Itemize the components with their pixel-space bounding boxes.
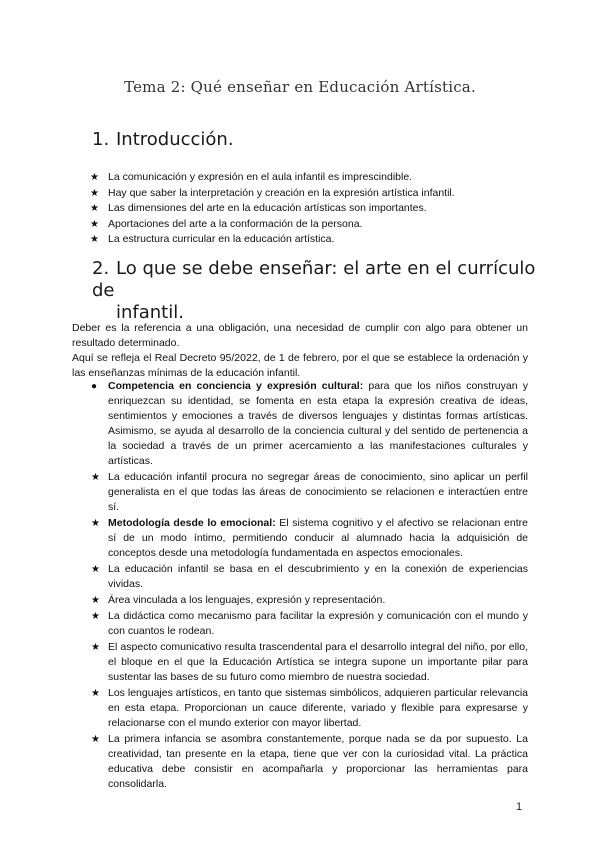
list-item: [90, 609, 528, 639]
star-bullet-icon: ★: [90, 203, 99, 214]
list-item: [90, 170, 530, 186]
list-item: [90, 686, 528, 731]
paragraph-real-decreto: Aquí se refleja el Real Decreto 95/2022, de 1 de febrero, por el que se establece la ordenación y las enseñanzas mínimas de la educación infantil.: [72, 352, 528, 379]
star-bullet-icon: ★: [90, 234, 99, 245]
list-item-text: La educación infantil procura no segregar áreas de conocimiento, sino aplicar un perfil generalista en el que todas las áreas de conocimiento se relacionen e interactúen entre sí.: [108, 471, 528, 513]
document-title: Tema 2: Qué enseñar en Educación Artística.: [124, 78, 476, 96]
list-item: [90, 217, 530, 233]
star-bullet-icon: ★: [90, 187, 99, 199]
list-item-text: La comunicación y expresión en el aula infantil es imprescindible.: [108, 171, 413, 183]
star-bullet-icon: ★: [91, 642, 100, 653]
section-1-heading: [92, 129, 234, 151]
section-1-number: 1.: [92, 129, 110, 150]
list-item: [90, 232, 530, 248]
star-bullet-icon: ★: [90, 172, 99, 183]
list-item-text: La didáctica como mecanismo para facilitar la expresión y comunicación con el mundo y con cuantos le rodean.: [108, 610, 528, 637]
section-1-title: Introducción.: [116, 129, 234, 150]
list-item-text: Área vinculada a los lenguajes, expresión y representación.: [108, 594, 386, 606]
section-2-title-line-1: Lo que se debe enseñar: el arte en el currículo de: [92, 258, 536, 301]
list-item: [90, 640, 528, 685]
list-item: [90, 593, 528, 608]
star-bullet-icon: ★: [91, 472, 100, 483]
list-item-bold: Competencia en conciencia y expresión cultural:: [108, 380, 364, 392]
star-bullet-icon: ★: [91, 518, 100, 529]
list-item: [90, 186, 530, 202]
list-item-text: La estructura curricular en la educación artística.: [108, 233, 335, 245]
section-2-number: 2.: [92, 258, 110, 279]
list-item-text: La educación infantil se basa en el descubrimiento y en la conexión de experiencias vividas.: [108, 563, 528, 590]
list-item-text: Hay que saber la interpretación y creación en la expresión artística infantil.: [108, 186, 455, 199]
star-bullet-icon: ★: [91, 688, 100, 699]
list-item-text: El aspecto comunicativo resulta trascendental para el desarrollo integral del niño, por ello, el bloque en el que la Educación Artística se integra supone un importante pilar para sustentar las bases de su futuro como miembro de nuestra sociedad.: [108, 641, 528, 683]
list-item-text: Aportaciones del arte a la conformación de la persona.: [108, 217, 363, 230]
list-item: [90, 516, 528, 561]
list-item: [90, 562, 528, 592]
list-item: [90, 732, 528, 792]
list-item-text: El sistema cognitivo y el afectivo se relacionan entre sí de un modo íntimo, permitiendo conducir al alumnado hacia la adquisición de conceptos desde una metodología fundamentada en aspectos emocionales.: [108, 517, 528, 559]
curriculum-list: [90, 379, 528, 793]
star-bullet-icon: ★: [91, 611, 100, 622]
star-bullet-icon: ★: [91, 595, 100, 606]
section-2-heading: [92, 258, 542, 324]
list-item-text: para que los niños construyan y enriquezcan su identidad, se fomenta en esta etapa la expresión creativa de ideas, sentimientos y emociones a través de diversos lenguajes y distintas formas artísticas. Asimismo, se ayuda al desarrollo de la conciencia cultural y del sentido de pertenencia a la sociedad a través de un primer acercamiento a las manifestaciones culturales y artísticas.: [108, 380, 528, 467]
intro-list: [90, 170, 530, 248]
bullet-icon: ●: [91, 381, 98, 392]
paragraph-deber: Deber es la referencia a una obligación, una necesidad de cumplir con algo para obtener un resultado determinado.: [72, 322, 528, 349]
list-item-bold: Metodología desde lo emocional:: [108, 517, 276, 529]
list-item: [90, 470, 528, 515]
star-bullet-icon: ★: [90, 218, 99, 230]
list-item-text: Los lenguajes artísticos, en tanto que sistemas simbólicos, adquieren particular relevancia en esta etapa. Proporcionan un cauce diferente, variado y flexible para expresarse y relacionarse con el mundo exterior con mayor libertad.: [108, 687, 528, 729]
list-item-text: Las dimensiones del arte en la educación artísticas son importantes.: [108, 202, 427, 214]
list-item: [90, 379, 528, 469]
page-number: 1: [516, 801, 523, 813]
list-item-text: La primera infancia se asombra constantemente, porque nada se da por supuesto. La creatividad, tan presente en la etapa, tiene que ver con la curiosidad vital. La práctica educativa debe consistir en acompañarla y proporcionar las herramientas para consolidarla.: [108, 733, 528, 790]
star-bullet-icon: ★: [91, 564, 100, 575]
star-bullet-icon: ★: [91, 734, 100, 745]
list-item: [90, 201, 530, 217]
section-2-title-line-2: infantil.: [116, 302, 184, 323]
